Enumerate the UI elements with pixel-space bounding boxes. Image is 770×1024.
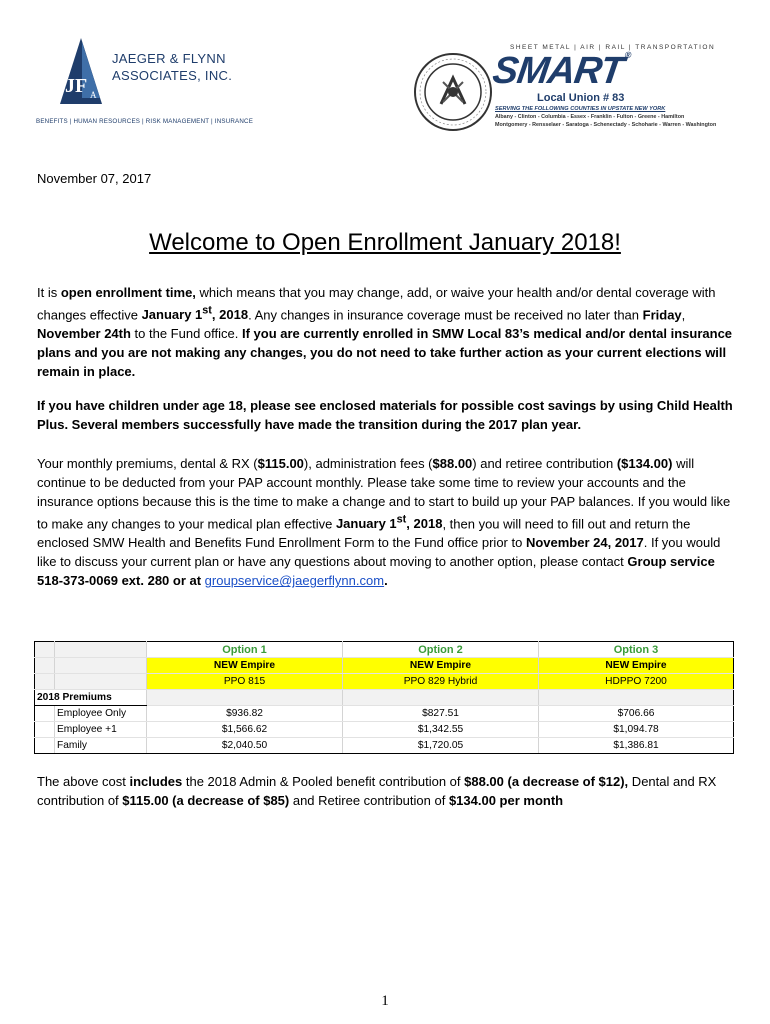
- svg-text:A: A: [90, 90, 97, 100]
- counties-list: [495, 114, 716, 129]
- table-cell: [55, 674, 147, 690]
- table-row-options: [35, 642, 734, 658]
- text-bold: Friday: [642, 307, 682, 323]
- table-cell: [35, 722, 55, 738]
- option-3-carrier: NEW Empire: [539, 658, 734, 674]
- page-number: 1: [381, 993, 389, 1009]
- ordinal-suffix: st: [396, 514, 407, 526]
- table-cell: [55, 642, 147, 658]
- deadline-date: November 24th: [37, 326, 131, 342]
- text-bold: If you have children under age 18, please see enclosed materials for possible cost savings by using Child Health Plus. Several members successfully have made the transition during the 2017 plan year.: [37, 398, 733, 432]
- option-1-plan: PPO 815: [147, 674, 343, 690]
- text: ), administration fees (: [303, 456, 433, 471]
- dental-rx-contribution: $115.00 (a decrease of $85): [122, 793, 290, 808]
- deadline-date: November 24, 2017: [525, 535, 644, 551]
- option-3-plan: HDPPO 7200: [539, 674, 734, 690]
- premium-value: $827.51: [343, 706, 539, 722]
- premium-value: $1,566.62: [147, 722, 343, 738]
- premium-value: $1,094.78: [539, 722, 734, 738]
- table-row-section: [35, 690, 734, 706]
- intro-paragraph: [37, 283, 737, 381]
- table-cell: [35, 674, 55, 690]
- table-row: [35, 722, 734, 738]
- table-cell: [35, 658, 55, 674]
- table-row-plans: [35, 674, 734, 690]
- text: ) and retiree contribution: [472, 456, 617, 471]
- smart-brand: [490, 50, 631, 93]
- premium-value: $1,720.05: [343, 738, 539, 754]
- text: , 2018: [211, 307, 249, 323]
- company-name-line1: JAEGER & FLYNN: [112, 51, 226, 66]
- text: . If you would like to discuss your current plan or have any questions about moving to another option, please contact: [37, 535, 721, 570]
- text-bold: .: [384, 573, 388, 589]
- ordinal-suffix: st: [202, 305, 212, 317]
- text: which means that you may change, add, or waive your health and/or dental coverage with changes effective: [37, 285, 716, 323]
- table-row: [35, 738, 734, 754]
- effective-date: [142, 307, 249, 322]
- smart-subtitle: SHEET METAL | AIR | RAIL | TRANSPORTATION: [510, 44, 716, 51]
- company-tagline: BENEFITS | HUMAN RESOURCES | RISK MANAGEMENT | INSURANCE: [36, 118, 254, 125]
- text: to the Fund office.: [130, 326, 242, 342]
- text: The above cost: [37, 774, 130, 789]
- tier-label: Family: [55, 738, 147, 754]
- text: Your monthly premiums, dental & RX (: [37, 456, 258, 471]
- text-bold: open enrollment time,: [60, 285, 196, 300]
- counties-line1: Albany - Clinton - Columbia - Essex - Franklin - Fulton - Greene - Hamilton: [495, 114, 685, 120]
- company-name-line2: ASSOCIATES, INC.: [112, 68, 233, 83]
- counties-line2: Montgomery - Rensselaer - Saratoga - Schenectady - Schoharie - Warren - Washington: [495, 121, 717, 128]
- premium-table: [34, 641, 734, 754]
- table-row: [35, 706, 734, 722]
- smart-brand-text: SMART: [490, 50, 626, 92]
- table-cell: [55, 658, 147, 674]
- table-cell: [35, 738, 55, 754]
- union-seal-icon: [413, 52, 493, 132]
- table-cell: [147, 690, 343, 706]
- retiree-amount: ($134.00): [616, 456, 673, 471]
- text: January 1: [141, 307, 203, 323]
- smart-union-logo: [413, 44, 717, 134]
- option-2-header: Option 2: [343, 642, 539, 658]
- text: and Retiree contribution of: [289, 793, 449, 808]
- text: the 2018 Admin & Pooled benefit contribution of: [182, 774, 465, 789]
- text: Dental and RX contribution of: [37, 774, 717, 808]
- table-cell: [539, 690, 734, 706]
- tier-label: Employee Only: [55, 706, 147, 722]
- table-row-carriers: [35, 658, 734, 674]
- admin-fee-amount: $88.00: [432, 456, 473, 471]
- letter-date: November 07, 2017: [37, 171, 152, 186]
- text: , 2018: [406, 516, 443, 532]
- effective-date: [336, 516, 443, 531]
- option-1-carrier: NEW Empire: [147, 658, 343, 674]
- sailboat-logo-icon: [56, 38, 106, 108]
- local-union-number: Local Union # 83: [537, 92, 625, 104]
- letter-title: Welcome to Open Enrollment January 2018!: [149, 229, 621, 256]
- text: ,: [681, 307, 686, 323]
- option-1-header: Option 1: [147, 642, 343, 658]
- text: January 1: [335, 516, 397, 532]
- serving-counties-heading: SERVING THE FOLLOWING COUNTIES IN UPSTATE NEW YORK: [495, 106, 666, 112]
- text: . Any changes in insurance coverage must be received no later than: [248, 307, 643, 323]
- premiums-paragraph: [37, 454, 737, 590]
- registered-mark-icon: ®: [624, 50, 632, 60]
- tier-label: Employee +1: [55, 722, 147, 738]
- text-bold: includes: [129, 774, 183, 789]
- option-2-carrier: NEW Empire: [343, 658, 539, 674]
- premium-value: $1,342.55: [343, 722, 539, 738]
- child-health-paragraph: [37, 396, 737, 434]
- premium-value: $706.66: [539, 706, 734, 722]
- text: It is: [37, 285, 61, 300]
- svg-text:JF: JF: [65, 75, 88, 97]
- table-cell: [35, 642, 55, 658]
- text-bold: If you are currently enrolled in SMW Local 83’s medical and/or dental insurance plans and you are not making any changes, you do not need to take further action as your current elections will remain in place.: [37, 326, 733, 380]
- option-2-plan: PPO 829 Hybrid: [343, 674, 539, 690]
- retiree-contribution: $134.00 per month: [448, 793, 564, 808]
- option-3-header: Option 3: [539, 642, 734, 658]
- company-name: [112, 50, 232, 84]
- contact-phone: Group service 518-373-0069 ext. 280 or at: [37, 554, 715, 589]
- premium-value: $1,386.81: [539, 738, 734, 754]
- premiums-section-label: 2018 Premiums: [35, 690, 147, 706]
- text: will continue to be deducted from your PAP account monthly. Please take some time to review your accounts and the insurance options because this is the time to make a change and to start to build up your PAP balances. If you would like to make any changes to your medical plan effective: [37, 456, 731, 532]
- jaeger-flynn-logo: [34, 38, 254, 133]
- text: , then you will need to fill out and return the enclosed SMW Health and Benefits Fund Enrollment Form to the Fund office prior to: [37, 516, 691, 551]
- email-link[interactable]: groupservice@jaegerflynn.com: [204, 573, 385, 589]
- cost-note-paragraph: [37, 772, 737, 810]
- dental-rx-amount: $115.00: [257, 456, 304, 471]
- admin-contribution: $88.00 (a decrease of $12),: [464, 774, 629, 789]
- table-cell: [343, 690, 539, 706]
- premium-value: $936.82: [147, 706, 343, 722]
- table-cell: [35, 706, 55, 722]
- premium-value: $2,040.50: [147, 738, 343, 754]
